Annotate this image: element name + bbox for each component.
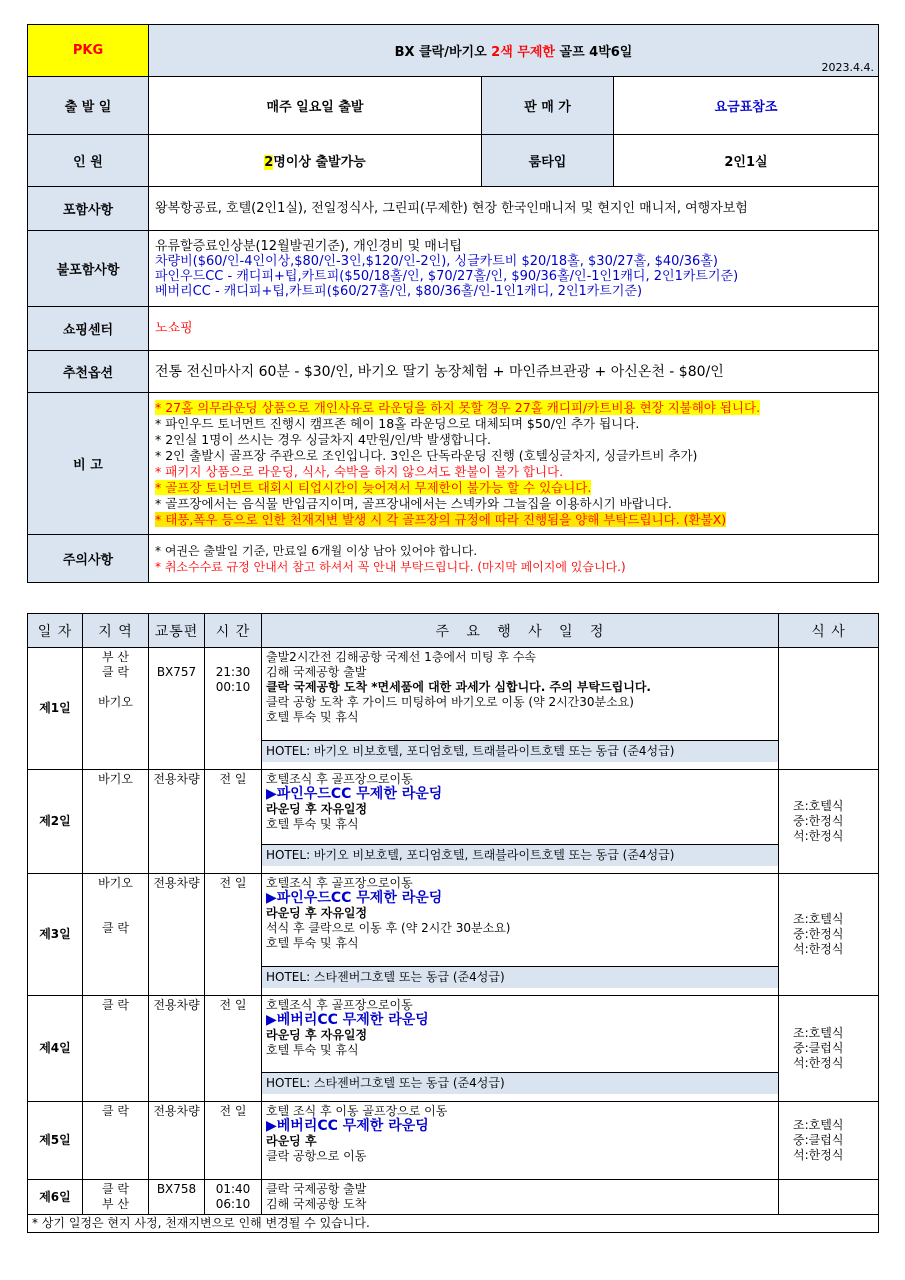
itinerary-table — [27, 613, 879, 1233]
golf-round: ▶베버리CC 무제한 라운딩 — [266, 1118, 429, 1134]
departure-label: 출 발 일 — [28, 77, 149, 135]
transport-cell: 전용차량 — [149, 874, 205, 996]
excluded-line: 유류할증료인상분(12월발권기준), 개인경비 및 매너팁 — [155, 238, 462, 254]
time-cell: 전 일 — [205, 770, 262, 874]
people-label: 인 원 — [28, 135, 149, 187]
option-value: 전통 전신마사지 60분 - $30/인, 바기오 딸기 농장체험 + 마인쥬브관광 + 아신온천 - $80/인 — [149, 351, 879, 393]
shopping-label: 쇼핑센터 — [28, 307, 149, 351]
itinerary-row — [28, 1102, 879, 1180]
hotel-info: HOTEL: 바기오 비보호텔, 포디엄호텔, 트래블라이트호텔 또는 동급 (준4성급) — [262, 740, 778, 762]
day-label: 제1일 — [28, 648, 83, 770]
schedule-cell: 호텔조식 후 골프장으로이동 ▶파인우드CC 무제한 라운딩 라운딩 후 자유일정 호텔 투숙 및 휴식 HOTEL: 바기오 비보호텔, 포디엄호텔, 트래블라이트호텔 또는 동급 (준4성급) — [262, 770, 779, 874]
time-cell: 01:40 06:10 — [205, 1180, 262, 1215]
golf-round: ▶파인우드CC 무제한 라운딩 — [266, 890, 443, 906]
region-cell: 클 락 부 산 — [83, 1180, 149, 1215]
caution-line: * 여권은 출발일 기준, 만료일 6개월 이상 남아 있어야 합니다. — [155, 543, 478, 558]
transport-cell: 전용차량 — [149, 770, 205, 874]
itinerary-row — [28, 648, 879, 770]
room-type-value: 2인1실 — [614, 135, 879, 187]
itinerary-row — [28, 874, 879, 996]
schedule-cell: 호텔조식 후 골프장으로이동 ▶베버리CC 무제한 라운딩 라운딩 후 자유일정 호텔 투숙 및 휴식 HOTEL: 스타젠버그호텔 또는 동급 (준4성급) — [262, 996, 779, 1102]
remark-line: * 파인우드 토너먼트 진행시 캠프존 헤이 18홀 라운딩으로 대체되며 $50/인 추가 됩니다. — [155, 415, 640, 431]
day-label: 제3일 — [28, 874, 83, 996]
time-cell: 전 일 — [205, 1102, 262, 1180]
price-value: 요금표참조 — [614, 77, 879, 135]
region-cell: 바기오 클 락 — [83, 874, 149, 996]
excluded-line: 파인우드CC - 캐디피+팁,카트피($50/18홀/인, $70/27홀/인, $90/36홀/인-1인1캐디, 2인1카트기준) — [155, 268, 739, 284]
golf-round: ▶베버리CC 무제한 라운딩 — [266, 1012, 429, 1028]
shopping-value: 노쇼핑 — [149, 307, 879, 351]
package-title: BX 클락/바기오 2색 무제한 골프 4박6일 2023.4.4. — [149, 25, 879, 77]
meals-cell: 조:호텔식 중:한정식 석:한정식 — [779, 874, 879, 996]
caution-line: * 취소수수료 규정 안내서 참고 하셔서 꼭 안내 부탁드립니다. (마지막 페이지에 있습니다.) — [155, 559, 626, 574]
included-label: 포함사항 — [28, 187, 149, 231]
header-region: 지 역 — [83, 614, 149, 648]
itinerary-footnote: * 상기 일정은 현지 사정, 천재지변으로 인해 변경될 수 있습니다. — [28, 1215, 879, 1233]
day-label: 제2일 — [28, 770, 83, 874]
document-date: 2023.4.4. — [821, 61, 874, 74]
remark-line: * 2인 출발시 골프장 주관으로 조인입니다. 3인은 단독라운딩 진행 (호텔싱글차지, 싱글카트비 추가) — [155, 447, 698, 463]
meals-cell: 조:호텔식 중:클럽식 석:한정식 — [779, 996, 879, 1102]
itinerary-row — [28, 996, 879, 1102]
excluded-label: 불포함사항 — [28, 231, 149, 307]
option-label: 추천옵션 — [28, 351, 149, 393]
schedule-cell: 출발2시간전 김해공항 국제선 1층에서 미팅 후 수속 김해 국제공항 출발 클락 국제공항 도착 *면세품에 대한 과세가 심합니다. 주의 부탁드립니다. 클락 공항 도착 후 가이드 미팅하여 바기오로 이동 (약 2시간30분소요) 호텔 투숙 및 휴식 HOTEL: 바기오 비보호텔, 포디엄호텔, 트래블라이트호텔 또는 동급 (준4성급) — [262, 648, 779, 770]
transport-cell: 전용차량 — [149, 1102, 205, 1180]
pkg-badge: PKG — [28, 25, 149, 77]
header-meals: 식 사 — [779, 614, 879, 648]
header-schedule: 주 요 행 사 일 정 — [262, 614, 779, 648]
header-time: 시 간 — [205, 614, 262, 648]
people-value: 2명이상 출발가능 — [149, 135, 482, 187]
schedule-cell: 호텔조식 후 골프장으로이동 ▶파인우드CC 무제한 라운딩 라운딩 후 자유일정 석식 후 클락으로 이동 후 (약 2시간 30분소요) 호텔 투숙 및 휴식 HOTEL: 스타젠버그호텔 또는 동급 (준4성급) — [262, 874, 779, 996]
region-cell: 바기오 — [83, 770, 149, 874]
golf-round: ▶파인우드CC 무제한 라운딩 — [266, 786, 443, 802]
region-cell: 부 산 클 락 바기오 — [83, 648, 149, 770]
remarks-label: 비 고 — [28, 393, 149, 535]
remark-line: * 2인실 1명이 쓰시는 경우 싱글차지 4만원/인/박 발생합니다. — [155, 431, 491, 447]
meals-cell: 조:호텔식 중:클럽식 석:한정식 — [779, 1102, 879, 1180]
remarks-value — [149, 393, 879, 535]
caution-label: 주의사항 — [28, 535, 149, 583]
time-cell: 21:30 00:10 — [205, 648, 262, 770]
time-cell: 전 일 — [205, 874, 262, 996]
region-cell: 클 락 — [83, 996, 149, 1102]
region-cell: 클 락 — [83, 1102, 149, 1180]
meals-cell — [779, 1180, 879, 1215]
excluded-value — [149, 231, 879, 307]
remark-line: * 27홀 의무라운딩 상품으로 개인사유로 라운딩을 하지 못할 경우 27홀 캐디피/카트비용 현장 지불해야 됩니다. — [155, 399, 761, 415]
schedule-cell: 호텔 조식 후 이동 골프장으로 이동 ▶베버리CC 무제한 라운딩 라운딩 후 클락 공항으로 이동 — [262, 1102, 779, 1180]
transport-cell: BX758 — [149, 1180, 205, 1215]
meals-cell — [779, 648, 879, 770]
header-day: 일 자 — [28, 614, 83, 648]
schedule-cell: 클락 국제공항 출발 김해 국제공항 도착 — [262, 1180, 779, 1215]
caution-value — [149, 535, 879, 583]
included-value: 왕복항공료, 호텔(2인1실), 전일정식사, 그린피(무제한) 현장 한국인매니저 및 현지인 매니저, 여행자보험 — [149, 187, 879, 231]
day-label: 제6일 — [28, 1180, 83, 1215]
day-label: 제4일 — [28, 996, 83, 1102]
departure-value: 매주 일요일 출발 — [149, 77, 482, 135]
itinerary-row — [28, 770, 879, 874]
hotel-info: HOTEL: 스타젠버그호텔 또는 동급 (준4성급) — [262, 966, 778, 988]
excluded-line: 차량비($60/인-4인이상,$80/인-3인,$120/인-2인), 싱글카트비 $20/18홀, $30/27홀, $40/36홀) — [155, 253, 718, 269]
hotel-info: HOTEL: 스타젠버그호텔 또는 동급 (준4성급) — [262, 1072, 778, 1094]
header-transport: 교통편 — [149, 614, 205, 648]
itinerary-row — [28, 1180, 879, 1215]
price-label: 판 매 가 — [482, 77, 614, 135]
day-label: 제5일 — [28, 1102, 83, 1180]
transport-cell: BX757 — [149, 648, 205, 770]
package-info-table — [27, 24, 879, 583]
meals-cell: 조:호텔식 중:한정식 석:한정식 — [779, 770, 879, 874]
remark-line: * 태풍,폭우 등으로 인한 천재지변 발생 시 각 골프장의 규정에 따라 진행됨을 양해 부탁드립니다. (환불X) — [155, 511, 727, 527]
remark-line: * 패키지 상품으로 라운딩, 식사, 숙박을 하지 않으셔도 환불이 불가 합니다. — [155, 463, 564, 479]
transport-cell: 전용차량 — [149, 996, 205, 1102]
remark-line: * 골프장 토너먼트 대회시 티업시간이 늦어져서 무제한이 불가능 할 수 있습니다. — [155, 479, 592, 495]
time-cell: 전 일 — [205, 996, 262, 1102]
excluded-line: 베버리CC - 캐디피+팁,카트피($60/27홀/인, $80/36홀/인-1인1캐디, 2인1카트기준) — [155, 283, 643, 299]
hotel-info: HOTEL: 바기오 비보호텔, 포디엄호텔, 트래블라이트호텔 또는 동급 (준4성급) — [262, 844, 778, 866]
room-type-label: 룸타입 — [482, 135, 614, 187]
remark-line: * 골프장에서는 음식물 반입금지이며, 골프장내에서는 스넥카와 그늘집을 이용하시기 바랍니다. — [155, 495, 672, 511]
